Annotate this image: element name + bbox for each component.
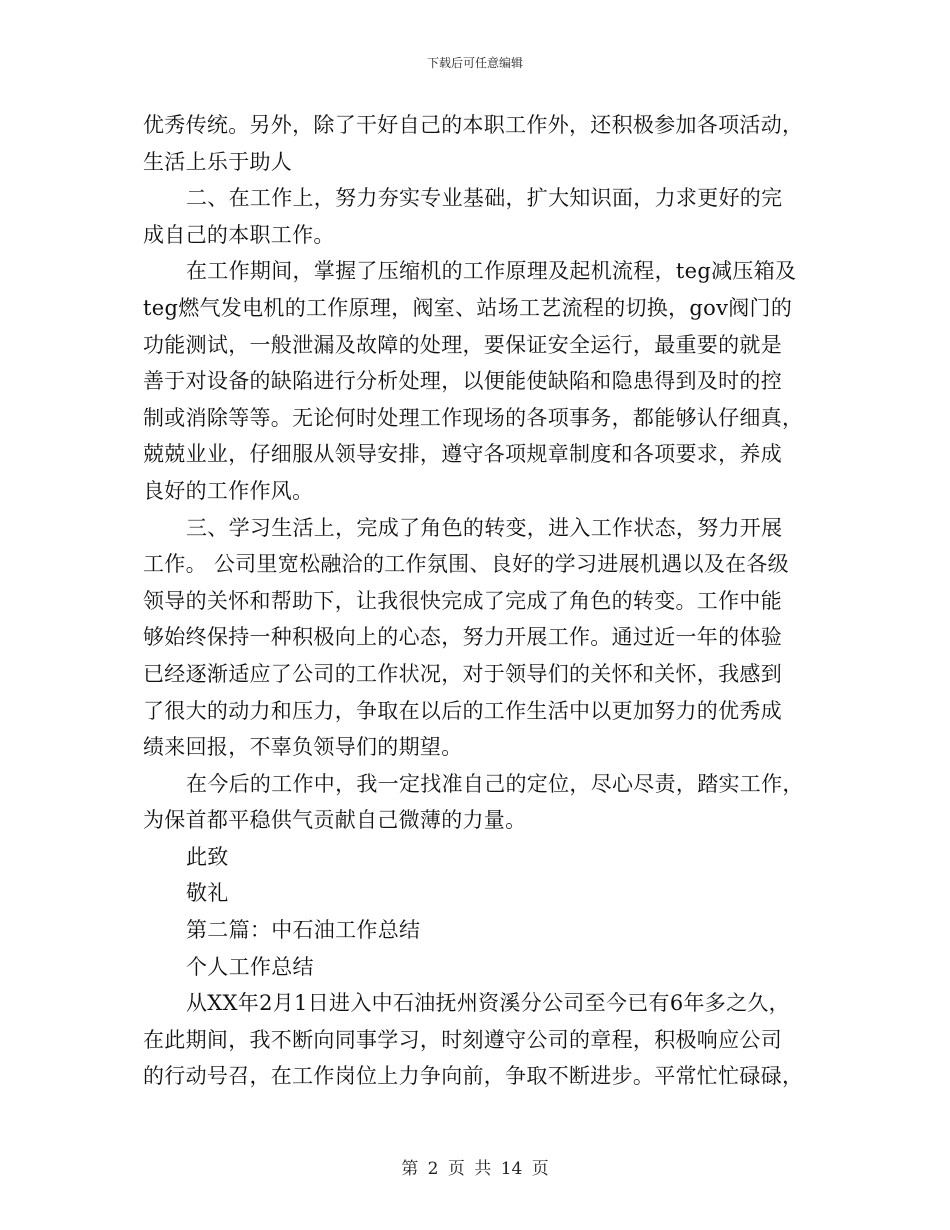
text-line: 在此期间，我不断向同事学习，时刻遵守公司的章程，积极响应公司 <box>143 1027 782 1052</box>
text-line: 二、在工作上，努力夯实专业基础，扩大知识面，力求更好的完 <box>186 186 783 211</box>
text-line: 敬礼 <box>186 881 229 906</box>
text-line: 生活上乐于助人 <box>143 149 293 174</box>
text-line: 制或消除等等。无论何时处理工作现场的各项事务，都能够认仔细真， <box>143 405 804 430</box>
text-line: 良好的工作作风。 <box>143 478 314 503</box>
page-footer: 第 2 页 共 14 页 <box>401 1159 549 1179</box>
text-line: 功能测试，一般泄漏及故障的处理，要保证安全运行，最重要的就是 <box>143 332 782 357</box>
text-line: 三、学习生活上，完成了角色的转变，进入工作状态，努力开展 <box>186 515 783 540</box>
text-line: 已经逐渐适应了公司的工作状况，对于领导们的关怀和关怀，我感到 <box>143 661 782 686</box>
text-line: 成自己的本职工作。 <box>143 222 335 247</box>
text-line: 从XX年2月1日进入中石油抚州资溪分公司至今已有6年多之久， <box>186 991 790 1016</box>
text-line: 够始终保持一种积极向上的心态，努力开展工作。通过近一年的体验 <box>143 625 782 650</box>
page-header: 下载后可任意编辑 <box>426 56 523 70</box>
text-line: teg燃气发电机的工作原理，阀室、站场工艺流程的切换，gov阀门的 <box>143 295 793 320</box>
text-line: 个人工作总结 <box>186 954 314 979</box>
document-body <box>143 107 815 1095</box>
text-line: 了很大的动力和压力，争取在以后的工作生活中以更加努力的优秀成 <box>143 698 782 723</box>
text-line: 在工作期间，掌握了压缩机的工作原理及起机流程，teg减压箱及 <box>186 259 797 284</box>
text-line: 工作。 公司里宽松融洽的工作氛围、良好的学习进展机遇以及在各级 <box>143 552 789 577</box>
text-line: 为保首都平稳供气贡献自己微薄的力量。 <box>143 808 527 833</box>
text-line: 善于对设备的缺陷进行分析处理，以便能使缺陷和隐患得到及时的控 <box>143 369 782 394</box>
text-line: 在今后的工作中，我一定找准自己的定位，尽心尽责，踏实工作， <box>186 771 804 796</box>
text-line: 绩来回报，不辜负领导们的期望。 <box>143 735 463 760</box>
text-line: 此致 <box>186 844 229 869</box>
text-line: 兢兢业业，仔细服从领导安排，遵守各项规章制度和各项要求，养成 <box>143 442 782 467</box>
text-line: 第二篇：中石油工作总结 <box>186 918 421 943</box>
text-line: 的行动号召，在工作岗位上力争向前，争取不断进步。平常忙忙碌碌， <box>143 1064 804 1089</box>
text-line: 领导的关怀和帮助下，让我很快完成了完成了角色的转变。工作中能 <box>143 588 782 613</box>
text-line: 优秀传统。另外，除了干好自己的本职工作外，还积极参加各项活动， <box>143 113 804 137</box>
